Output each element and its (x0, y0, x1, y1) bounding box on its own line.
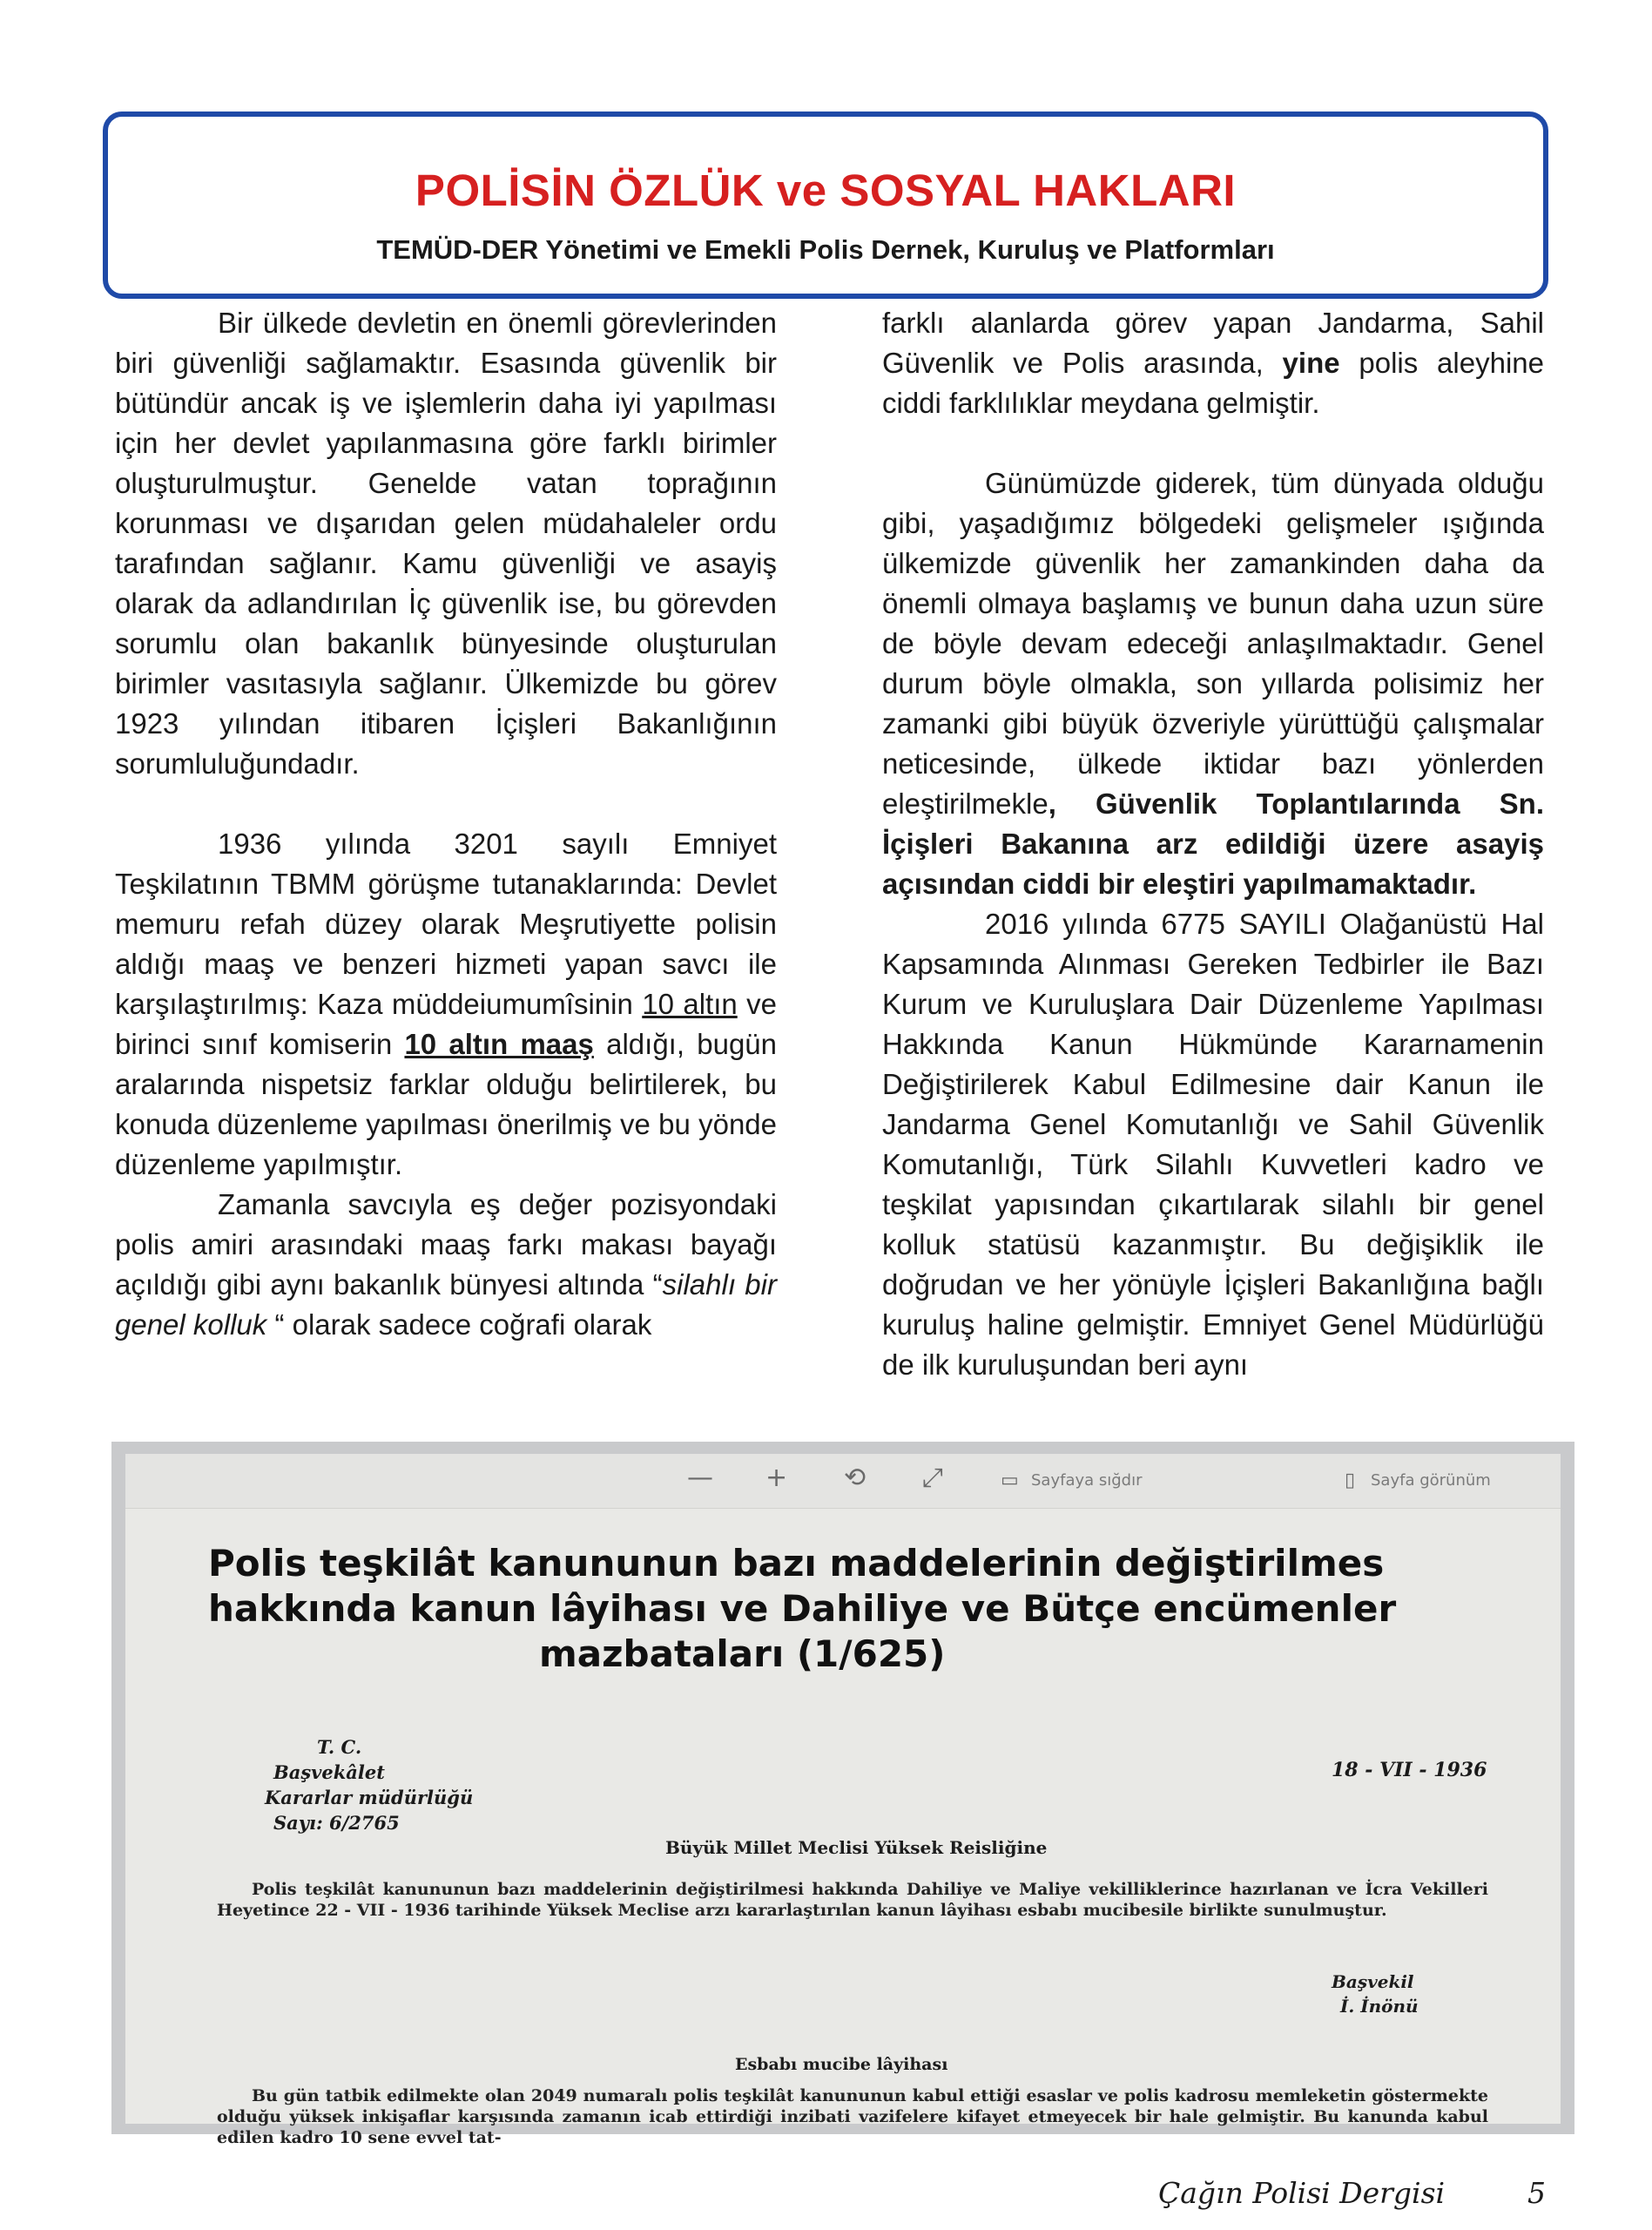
scan-title-line: Polis teşkilât kanununun bazı maddelerinin değiştirilmes (208, 1542, 1385, 1585)
scan-recipient: Büyük Millet Meclisi Yüksek Reisliğine (665, 1837, 1048, 1858)
text-segment: Günümüzde giderek, tüm dünyada olduğu gibi, yaşadığımız bölgedeki gelişmeler ışığında ülkemizde güvenlik her zamankinden daha da önemli olmaya başlamış ve bunun daha uzun süre de böyle devam edeceği anlaşılmaktadır. Genel durum böyle olmakla, son yıllarda polisimiz her zamanki gibi büyük özveriyle yürüttüğü çalışmalar neticesinde, ülkede iktidar bazı yönlerden eleştirilmekle (882, 467, 1544, 820)
text-segment: “ olarak sadece coğrafi olarak (266, 1308, 652, 1341)
scan-title-line: hakkında kanun lâyihası ve Dahiliye ve Bütçe encümenler (208, 1587, 1397, 1630)
sayi-label: Sayı: 6/2765 (273, 1812, 400, 1834)
underlined-text: 10 altın (642, 988, 738, 1020)
paragraph-1936 (115, 824, 777, 1185)
page-view-label: Sayfa görünüm (1371, 1471, 1491, 1490)
scan-title (208, 1541, 1567, 1677)
paragraph-today (882, 463, 1544, 904)
right-column (882, 303, 1544, 1385)
signer-title: Başvekil (1332, 1971, 1414, 1992)
scan-content (125, 1454, 1561, 2147)
viewer-toolbar (125, 1454, 1561, 1509)
scanned-document-photo (111, 1442, 1574, 2147)
paragraph-continuation (882, 303, 1544, 423)
text-segment: 1936 yılında 3201 sayılı Emniyet Teşkilatının TBMM görüşme tutanaklarında: Devlet memuru refah düzey olarak Meşrutiyette polisin aldığı maaş ve benzeri hizmeti yapan savcı ile karşılaştırılmış: Kaza müddeiumumîsinin (115, 828, 777, 1020)
expand-icon: ⤢ (922, 1463, 943, 1493)
footer-magazine-name: Çağın Polisi Dergisi (1158, 2176, 1446, 2210)
fit-page-label: Sayfaya sığdır (1031, 1471, 1143, 1490)
tc-label: T. C. (317, 1736, 362, 1758)
sender-block (265, 1734, 473, 1835)
fit-page-icon: ▭ (1001, 1470, 1019, 1491)
header-box (103, 112, 1548, 299)
article-title: POLİSİN ÖZLÜK ve SOSYAL HAKLARI (415, 166, 1237, 215)
text-segment: polis aleyhine ciddi farklılıklar meydana gelmiştir. (882, 347, 1544, 419)
text-segment: farklı alanlarda görev yapan Jandarma, Sahil Güvenlik ve Polis arasında, (882, 307, 1544, 379)
bold-underlined-text: 10 altın maaş (404, 1028, 594, 1060)
esbab-body (217, 2085, 1488, 2148)
footer-page-number: 5 (1527, 2176, 1546, 2210)
paragraph-intro: Bir ülkede devletin en önemli görevlerinden biri güvenliği sağlamaktır. Esasında güvenlik bir bütündür ancak iş ve işlemlerin daha iyi yapılması için her devlet yapılanmasına göre farklı birimler oluşturulmuştur. Genelde vatan toprağının korunması ve dışarıdan gelen müdahaleler ordu tarafından sağlanır. Kamu güvenliği ve asayiş olarak da adlandırılan İç güvenlik ise, bu görevden sorumlu olan bakanlık bünyesinde oluşturulan birimler vasıtasıyla sağlanır. Ülkemizde bu görev 1923 yılından itibaren İçişleri Bakanlığının sorumluluğundadır. (115, 307, 777, 780)
paragraph-salary-gap (115, 1185, 777, 1345)
esbab-body-text: Bu gün tatbik edilmekte olan 2049 numaralı polis teşkilât kanununun kabul ettiği esaslar ve polis kadrosu memleketin göstermekte olduğu yüksek inkişaflar karşısında zamanın icab ettirdiği inzibati vazifelere kifayet etmeyecek bir hale gelmiştir. Bu kanunda kabul edilen kadro 10 sene evvel tat- (217, 2086, 1488, 2147)
bold-text: yine (1282, 347, 1340, 379)
paragraph-2016: 2016 yılında 6775 SAYILI Olağanüstü Hal Kapsamında Alınması Gereken Tedbirler ile Bazı Kurum ve Kuruluşlara Dair Düzenleme Yapılması Hakkında Kanun Hükmünde Kararnamenin Değiştirilerek Kabul Edilmesine dair Kanun ile Jandarma Genel Komutanlığı ve Sahil Güvenlik Komutanlığı, Türk Silahlı Kuvvetleri kadro ve teşkilat yapısından çıkartılarak silahlı bir genel kolluk statüsü kazanmıştır. Bu değişiklik ile doğrudan ve her yönüyle İçişleri Bakanlığına bağlı kuruluş haline gelmiştir. Emniyet Genel Müdürlüğü de ilk kuruluşundan beri aynı (882, 908, 1544, 1381)
page-view-icon: ▯ (1345, 1470, 1356, 1491)
scan-signer (1332, 1970, 1419, 2018)
scan-title-line: mazbataları (1/625) (539, 1632, 946, 1675)
zoom-out-icon: — (687, 1463, 713, 1493)
scan-body (217, 1879, 1488, 1921)
scan-body-text: Polis teşkilât kanununun bazı maddelerinin değiştirilmesi hakkında Dahiliye ve Maliye vekilliklerince hazırlanan ve İcra Vekilleri Heyetince 22 - VII - 1936 tarihinde Yüksek Meclise arzı kararlaştırılan kanun lâyihası esbabı mucibesile birlikte sunulmuştur. (217, 1880, 1488, 1920)
rotate-icon: ⟲ (844, 1463, 866, 1493)
basvekalet-label: Başvekâlet (273, 1761, 385, 1783)
italic-text: silahlı bir genel kolluk (115, 1268, 777, 1341)
bold-text: , Güvenlik Toplantılarında Sn. İçişleri Bakanına arz edildiği üzere asayiş açısından ciddi bir eleştiri yapılmamaktadır. (882, 787, 1544, 900)
kararlar-label: Kararlar müdürlüğü (265, 1787, 474, 1808)
zoom-in-icon: + (765, 1463, 788, 1493)
left-column (115, 303, 777, 1345)
text-segment: aldığı, bugün aralarında nispetsiz farklar olduğu belirtilerek, bu konuda düzenleme yapılması önerilmiş ve bu yönde düzenleme yapılmıştır. (115, 1028, 778, 1180)
signer-name: İ. İnönü (1340, 1996, 1419, 2017)
text-segment: ve birinci sınıf komiserin (115, 988, 778, 1060)
article-subtitle: TEMÜD-DER Yönetimi ve Emekli Polis Dernek, Kuruluş ve Platformları (376, 234, 1275, 265)
text-segment: Zamanla savcıyla eş değer pozisyondaki polis amiri arasındaki maaş farkı makası bayağı açıldığı gibi aynı bakanlık bünyesi altında “ (115, 1188, 777, 1301)
esbab-title: Esbabı mucibe lâyihası (735, 2055, 948, 2074)
scan-date: 18 - VII - 1936 (1332, 1759, 1487, 1781)
